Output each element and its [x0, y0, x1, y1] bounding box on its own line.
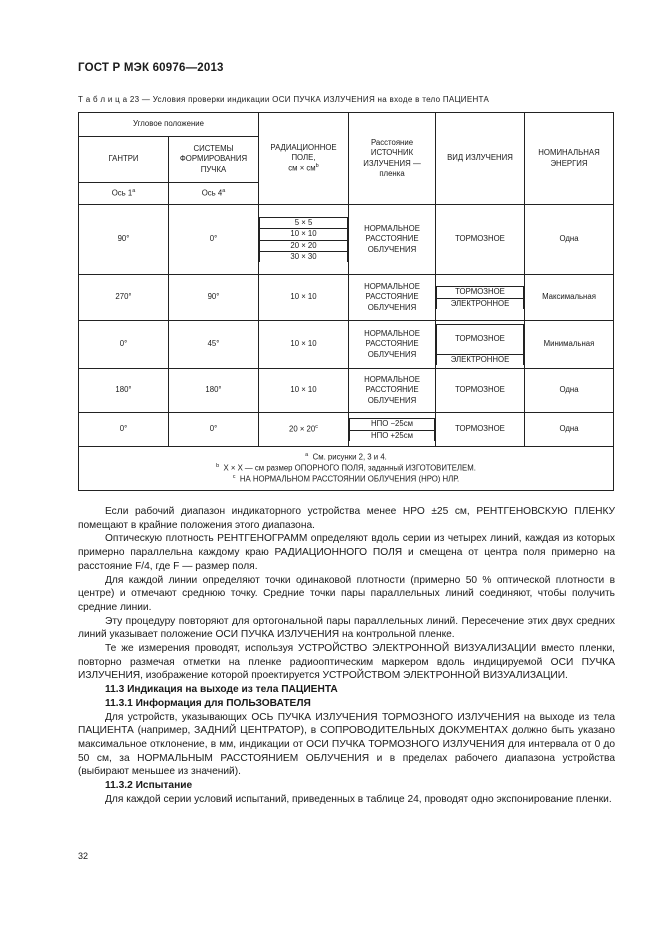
section-heading: 11.3 Индикация на выходе из тела ПАЦИЕНТА: [105, 684, 338, 696]
table-row: [79, 275, 614, 321]
head-field: РАДИАЦИОННОЕ ПОЛЕ, см × $см^b$: [259, 113, 349, 205]
cell-gantry: 270°: [79, 275, 169, 321]
cell-fields: [259, 205, 349, 275]
cell-field: 10 × 10: [259, 275, 349, 321]
cell-distance: НОРМАЛЬНОЕ РАССТОЯНИЕ ОБЛУЧЕНИЯ: [349, 321, 436, 369]
section-heading: 11.3.2 Испытание: [105, 780, 193, 792]
table-notes: [79, 447, 614, 491]
cell-gantry: 90°: [79, 205, 169, 275]
document-header: ГОСТ Р МЭК 60976—2013: [78, 62, 224, 74]
cell-kind: ТОРМОЗНОЕ: [436, 369, 525, 413]
cell-kinds: [436, 275, 525, 321]
cell-energy: Одна: [525, 413, 614, 447]
cell-distance: НПО +25см: [350, 430, 435, 441]
paragraph: Если рабочий диапазон индикаторного устройства менее НРО ±25 см, РЕНТГЕНОВСКУЮ ПЛЕНКУ помещают в крайние положения этого диапазона.: [78, 506, 615, 531]
head-distance: Расстояние ИСТОЧНИК ИЗЛУЧЕНИЯ — пленка: [349, 113, 436, 205]
cell-kind: ЭЛЕКТРОННОЕ: [437, 298, 524, 309]
table-note: $^c$ НА НОРМАЛЬНОМ РАССТОЯНИИ ОБЛУЧЕНИЯ (НРО) НЛР.: [232, 473, 460, 484]
cell-distance: НОРМАЛЬНОЕ РАССТОЯНИЕ ОБЛУЧЕНИЯ: [349, 205, 436, 275]
cell-distances: [349, 413, 436, 447]
section-heading: 11.3.1 Информация для ПОЛЬЗОВАТЕЛЯ: [105, 697, 311, 709]
cell-kind: ТОРМОЗНОЕ: [436, 413, 525, 447]
table-caption: Т а б л и ц а 23 — Условия проверки индикации ОСИ ПУЧКА ИЗЛУЧЕНИЯ на входе в тело ПАЦИЕНТА: [78, 95, 490, 104]
cell-beam: 45°: [169, 321, 259, 369]
cell-field: 20 × 20: [260, 240, 348, 251]
cell-gantry: 180°: [79, 369, 169, 413]
table-note: $^a$ См. рисунки 2, 3 и 4.: [305, 452, 387, 463]
cell-distance: НОРМАЛЬНОЕ РАССТОЯНИЕ ОБЛУЧЕНИЯ: [349, 275, 436, 321]
cell-kind: ТОРМОЗНОЕ: [437, 287, 524, 298]
body-text: [78, 505, 615, 806]
cell-energy: Одна: [525, 205, 614, 275]
paragraph: Эту процедуру повторяют для ортогональной пары параллельных линий. Пересечение этих двух средних линий указывает положение ОСИ ПУЧКА ИЗЛУЧЕНИЯ на контрольной пленке.: [78, 615, 615, 641]
paragraph: Для каждой линии определяют точки одинаковой плотности (примерно 50 % оптической плотности в центре) и отмечают среднюю точку. Средние точки пары параллельных линий соединяют, чтобы получить средние линии.: [78, 574, 615, 613]
cell-distance: НОРМАЛЬНОЕ РАССТОЯНИЕ ОБЛУЧЕНИЯ: [349, 369, 436, 413]
cell-beam: 0°: [169, 413, 259, 447]
table-row: [79, 321, 614, 369]
cell-kinds: [436, 321, 525, 369]
head-gantry: ГАНТРИ: [79, 137, 169, 183]
cell-beam: 180°: [169, 369, 259, 413]
head-axis4: Ось 4$^a$: [169, 183, 259, 205]
cell-field: 5 × 5: [260, 218, 348, 229]
cell-energy: Минимальная: [525, 321, 614, 369]
head-energy: НОМИНАЛЬНАЯ ЭНЕРГИЯ: [525, 113, 614, 205]
table-row: [79, 205, 614, 275]
table-row: [79, 369, 614, 413]
cell-beam: 90°: [169, 275, 259, 321]
cell-energy: Максимальная: [525, 275, 614, 321]
cell-field: 10 × 10: [260, 229, 348, 240]
paragraph: Те же измерения проводят, используя УСТРОЙСТВО ЭЛЕКТРОННОЙ ВИЗУАЛИЗАЦИИ вместо пленки, повторно размечая отметки на пленке радиооптическим маркером вдоль индицируемой ОСИ ПУЧКА ИЗЛУЧЕНИЯ, изображение которой проектируется УСТРОЙСТВОМ ЭЛЕКТРОННОЙ ВИЗУАЛИЗАЦИИ.: [78, 643, 615, 682]
cell-kind: ТОРМОЗНОЕ: [436, 205, 525, 275]
cell-field: 10 × 10: [259, 321, 349, 369]
cell-distance: НПО −25см: [350, 419, 435, 430]
cell-field: 30 × 30: [260, 251, 348, 262]
cell-field: 10 × 10: [259, 369, 349, 413]
paragraph: Оптическую плотность РЕНТГЕНОГРАММ определяют вдоль серии из четырех линий, каждая из которых примерно параллельна каждому краю РАДИАЦИОННОГО ПОЛЯ и смещена от центра поля примерно на расстояние F/4, где F — размер поля.: [78, 533, 615, 572]
cell-kind: ТОРМОЗНОЕ: [437, 324, 524, 354]
page-number: 32: [78, 851, 89, 861]
table-row: [79, 413, 614, 447]
head-beam-system: СИСТЕМЫ ФОРМИРОВАНИЯ ПУЧКА: [169, 137, 259, 183]
head-axis1: Ось 1$^a$: [79, 183, 169, 205]
cell-gantry: 0°: [79, 413, 169, 447]
cell-kind: ЭЛЕКТРОННОЕ: [437, 354, 524, 365]
cell-field: $20 \times 20^c$: [259, 413, 349, 447]
paragraph: Для устройств, указывающих ОСЬ ПУЧКА ИЗЛУЧЕНИЯ ТОРМОЗНОГО ИЗЛУЧЕНИЯ на выходе из тела ПАЦИЕНТА (например, ЗАДНИЙ ЦЕНТРАТОР), в СОПРОВОДИТЕЛЬНЫХ ДОКУМЕНТАХ должно быть указано максимальное отклонение, в мм, индикации от ОСИ ПУЧКА ТОРМОЗНОГО ИЗЛУЧЕНИЯ для интервала от 0 до 50 см, за НОРМАЛЬНЫМ РАССТОЯНИЕМ ОБЛУЧЕНИЯ и в пределах рабочего диапазона устройства (выбирают меньшее из значений).: [78, 711, 615, 778]
table-note: $^b$ X × X — см размер ОПОРНОГО ПОЛЯ, заданный ИЗГОТОВИТЕЛЕМ.: [216, 463, 476, 473]
conditions-table: [78, 112, 614, 491]
head-angular: Угловое положение: [79, 113, 259, 137]
head-kind: ВИД ИЗЛУЧЕНИЯ: [436, 113, 525, 205]
cell-beam: 0°: [169, 205, 259, 275]
paragraph: Для каждой серии условий испытаний, приведенных в таблице 24, проводят одно экспонирование пленки.: [105, 793, 612, 805]
cell-gantry: 0°: [79, 321, 169, 369]
cell-energy: Одна: [525, 369, 614, 413]
